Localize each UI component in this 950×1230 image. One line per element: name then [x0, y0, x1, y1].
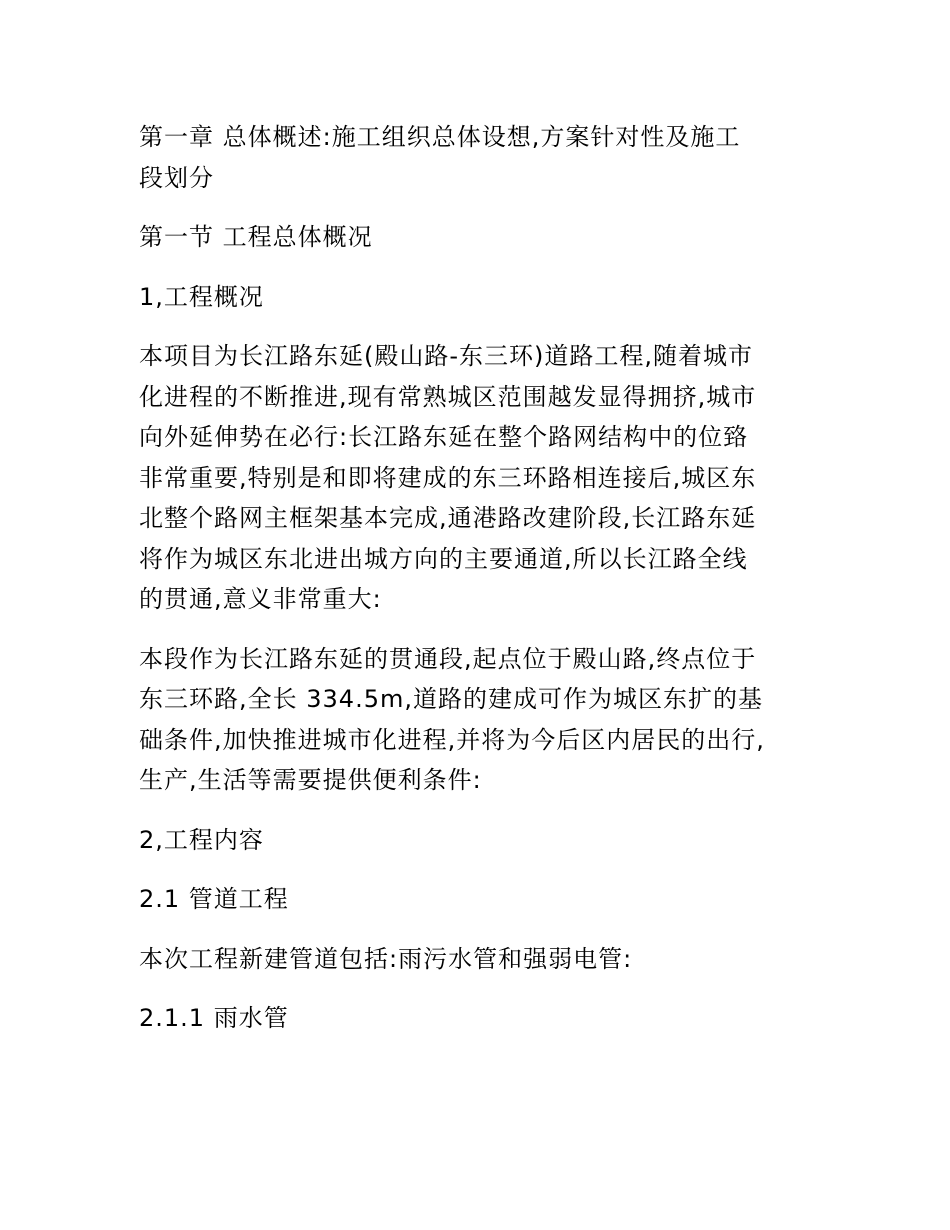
section-title: 第一节 工程总体概况	[139, 223, 373, 251]
heading-rainwater-pipe: 2.1.1 雨水管	[139, 1004, 289, 1032]
paragraph-project-section	[139, 639, 819, 801]
paragraph-line: 非常重要,特别是和即将建成的东三环路相连接后,城区东	[139, 463, 757, 492]
paragraph-project-background	[139, 336, 819, 620]
heading-project-content: 2,工程内容	[139, 825, 264, 854]
heading-pipeline-works: 2.1 管道工程	[139, 885, 289, 913]
chapter-title-line: 段划分	[139, 163, 214, 192]
paragraph-line: 向外延伸势在必行:长江路东延在整个路网结构中的位臵	[139, 423, 749, 451]
chapter-title	[139, 117, 819, 198]
paragraph-line: 化进程的不断推进,现有常熟城区范围越发显得拥挤,城市	[139, 382, 757, 411]
paragraph-line: 本项目为长江路东延(殿山路-东三环)道路工程,随着城市	[139, 342, 754, 370]
paragraph-pipeline-scope: 本次工程新建管道包括:雨污水管和强弱电管:	[139, 944, 633, 973]
paragraph-line: 础条件,加快推进城市化进程,并将为今后区内居民的出行,	[139, 725, 765, 754]
paragraph-line: 东三环路,全长 334.5m,道路的建成可作为城区东扩的基	[139, 685, 763, 713]
paragraph-line: 本段作为长江路东延的贯通段,起点位于殿山路,终点位于	[139, 644, 757, 673]
chapter-title-line: 第一章 总体概述:施工组织总体设想,方案针对性及施工	[139, 123, 741, 151]
heading-project-overview: 1,工程概况	[139, 282, 264, 311]
paragraph-line: 北整个路网主框架基本完成,通港路改建阶段,长江路东延	[139, 504, 757, 532]
paragraph-line: 生产,生活等需要提供便利条件:	[139, 766, 482, 794]
paragraph-line: 将作为城区东北进出城方向的主要通道,所以长江路全线	[139, 544, 748, 573]
document-body	[139, 117, 819, 1058]
paragraph-line: 的贯通,意义非常重大:	[139, 585, 382, 613]
